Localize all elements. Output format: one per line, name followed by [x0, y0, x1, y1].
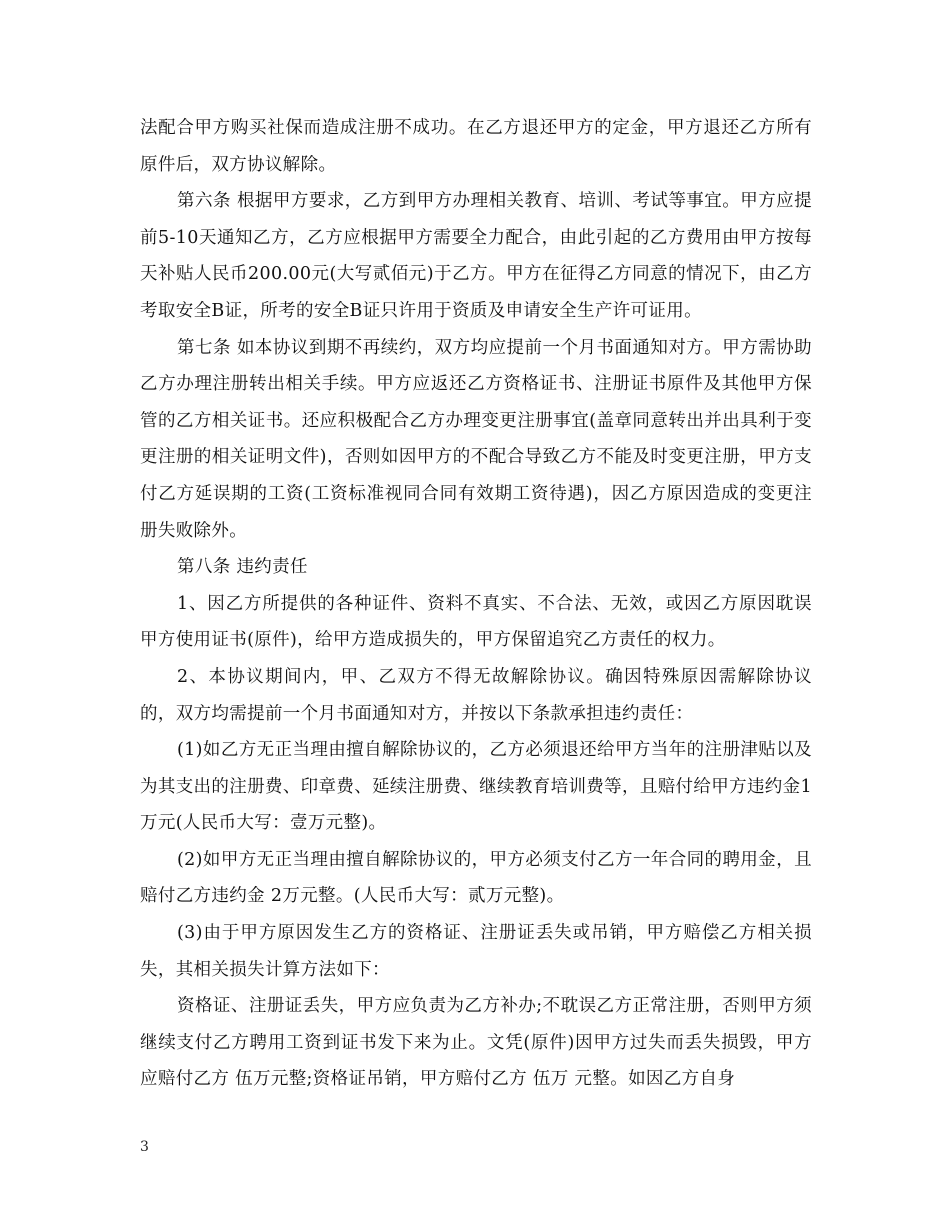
paragraph-clause-2: 2、本协议期间内，甲、乙双方不得无故解除协议。确因特殊原因需解除协议的，双方均需提前一个月书面通知对方，并按以下条款承担违约责任：	[140, 666, 812, 724]
paragraph-subclause-1: (1)如乙方无正当理由擅自解除协议的，乙方必须退还给甲方当年的注册津贴以及为其支出的注册费、印章费、延续注册费、继续教育培训费等，且赔付给甲方违约金1万元(人民币大写：壹万元整)。	[140, 740, 812, 834]
paragraph-clause-1: 1、因乙方所提供的各种证件、资料不真实、不合法、无效，或因乙方原因耽误甲方使用证书(原件)，给甲方造成损失的，甲方保留追究乙方责任的权力。	[140, 593, 812, 651]
body-text	[140, 110, 812, 1098]
paragraph-continuation: 法配合甲方购买社保而造成注册不成功。在乙方退还甲方的定金，甲方退还乙方所有原件后，双方协议解除。	[140, 118, 812, 175]
heading-article-8: 第八条 违约责任	[177, 557, 308, 578]
paragraph-subclause-2: (2)如甲方无正当理由擅自解除协议的，甲方必须支付乙方一年合同的聘用金，且赔付乙方违约金 2万元整。(人民币大写：贰万元整)。	[140, 849, 812, 907]
paragraph-article-7: 第七条 如本协议到期不再续约，双方均应提前一个月书面通知对方。甲方需协助乙方办理注册转出相关手续。甲方应返还乙方资格证书、注册证书原件及其他甲方保管的乙方相关证书。还应积极配合乙方办理变更注册事宜(盖章同意转出并出具利于变更注册的相关证明文件)，否则如因甲方的不配合导致乙方不能及时变更注册，甲方支付乙方延误期的工资(工资标准视同合同有效期工资待遇)，因乙方原因造成的变更注册失败除外。	[140, 337, 812, 541]
page-number: 3	[140, 1139, 149, 1155]
paragraph-subclause-3: (3)由于甲方原因发生乙方的资格证、注册证丢失或吊销，甲方赔偿乙方相关损失，其相关损失计算方法如下：	[140, 923, 812, 980]
paragraph-loss-calculation: 资格证、注册证丢失，甲方应负责为乙方补办;不耽误乙方正常注册，否则甲方须继续支付乙方聘用工资到证书发下来为止。文凭(原件)因甲方过失而丢失损毁，甲方应赔付乙方 伍万元整;资格证吊销，甲方赔付乙方 伍万 元整。如因乙方自身	[140, 996, 812, 1090]
paragraph-article-6: 第六条 根据甲方要求，乙方到甲方办理相关教育、培训、考试等事宜。甲方应提前5-10天通知乙方，乙方应根据甲方需要全力配合，由此引起的乙方费用由甲方按每天补贴人民币200.00元(大写贰佰元)于乙方。甲方在征得乙方同意的情况下，由乙方考取安全B证，所考的安全B证只许用于资质及申请安全生产许可证用。	[140, 191, 812, 321]
